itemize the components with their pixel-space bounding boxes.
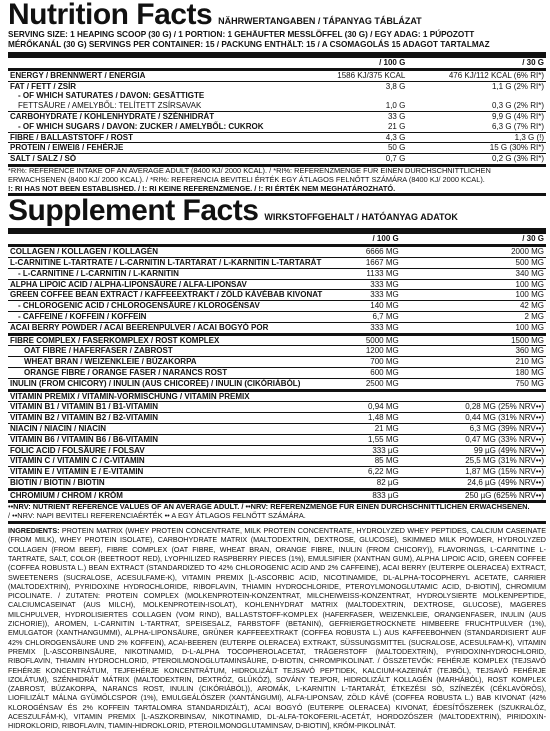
- row-value-100g: 1586 KJ/375 KCAL: [337, 70, 406, 80]
- row-label: FAT / FETT / ZSÍR: [8, 81, 335, 91]
- nrv-footnote: [8, 503, 546, 521]
- row-value-30g: 6,3 MG (39% NRV••): [401, 423, 546, 434]
- row-label: ACAI BERRY POWDER / ACAI BEERENPULVER / ACAI BOGYÓ POR: [8, 322, 347, 334]
- row-value-30g: 1,87 MG (15% NRV••): [401, 467, 546, 478]
- row-label: CHROMIUM / CHROM / KRÓM: [8, 489, 347, 500]
- ri-note: *RI%: REFERENCE INTAKE OF AN AVERAGE ADULT (8400 KJ/ 2000 KCAL). / *RI%: REFERENZMENGE FÜR EINEN DURCHSCHNITTLICHEN ERWACHSENEN (8400 KJ/ 2000 KCAL). / *RI%: REFERENCIA BEVITELI ÉRTÉK EGY ÁTLAGOS FELNŐTT SZÁMÁRA (8400 KJ/ 2000 KCAL).: [8, 165, 491, 184]
- row-value-100g: 21 G: [387, 121, 406, 131]
- row-label: FIBRE COMPLEX / FASERKOMPLEX / ROST KOMPLEX: [8, 334, 347, 346]
- table-row: [8, 322, 546, 334]
- col-header-30g: / 30 G: [522, 58, 544, 67]
- supplement-table: [8, 234, 546, 500]
- row-value-30g: 0,28 MG (25% NRV••): [401, 402, 546, 413]
- divider: [8, 521, 546, 524]
- row-value-100g: 333 µG: [347, 445, 401, 456]
- table-row: [8, 367, 546, 378]
- table-row: [8, 91, 546, 101]
- row-value-100g: 700 MG: [347, 357, 401, 368]
- table-row: [8, 301, 546, 312]
- table-row: [8, 246, 546, 258]
- row-value-100g: 0,94 MG: [347, 402, 401, 413]
- row-value-30g: 99 µG (49% NRV••): [401, 445, 546, 456]
- row-value-100g: 833 µG: [347, 489, 401, 500]
- row-value-100g: 140 MG: [347, 301, 401, 312]
- row-value-30g: 6,3 G (7% RI*): [491, 121, 544, 131]
- supplement-subtitle: WIRKSTOFFGEHALT / HATÓANYAG ADATOK: [264, 212, 458, 223]
- row-value-100g: 5000 MG: [347, 334, 401, 346]
- row-value-30g: 0,2 G (3% RI*): [407, 154, 546, 164]
- ingredients-text: PROTEIN MATRIX (WHEY PROTEIN CONCENTRATE, MILK PROTEIN CONCENTRATE, HYDROLYZED WHEY PEPTIDES, CALCIUM CASEINATE (FROM MILK), WHEY PROTEIN ISOLATE), CARBOHYDRATE MATRIX (MALTODEXTRIN, DEXTROSE, GLUCOSE), SKIMMED MILK POWDER, HYDROLYZED COLLAGEN (FROM BEEF), FIBRE COMPLEX (OAT FIBRE, WHEAT BRAN, ORANGE FIBRE, INULIN (FROM CHICORY)), FLAVORINGS, L-CARNITINE L-TARTRATE, SALT, COLOR (BEETROOT RED), LYOPHILIZED RASPBERRY PIECES (1%), EMULSIFIER (XANTHAN GUM), ALPHA LIPOIC ACID, GREEN COFFEE (COFFEA ROBUSTA L.) BEAN EXTRACT (STANDARDIZED TO 42% CHLOROGENIC ACID AND 2% CAFFEINE), ACAI BERRY (EUTERPE OLERACEA) EXTRACT, SWEETENERS (SUCRALOSE, ACESULFAME-K), VITAMIN PREMIX [L-ASCORBIC ACID, NICOTINAMIDE, DL-ALPHA-TOCOPHERYL ACETATE, CARRIER (MALTODEXTRIN), PYRIDOXINE HYDROCHLORIDE, RIBOFLAVIN, THIAMIN HYDROCHLORIDE, PTEROYLMONOGLUTAMIC ACID, D-BIOTIN], CHROMIUM PICOLINATE. / ZUTATEN: PROTEIN COMPLEX (MOLKENPROTEIN-KONZENTRAT, MILCHEIWEISS-KONZENTRAT, HYDROLYSIERTE MOLKENPEPTIDE, CALCIUMCASEINAT (AUS MILCH), MOLKENPROTEIN-ISOLAT), KOHLENHYDRAT MATRIX (MALTODEXTRIN, DEXTROSE, GLUCOSE), MAGERES MILCHPULVER, HYDROLISIERTES COLLAGEN (VOM RIND), BALLASTSTOFF-KOMPLEX (HAFERFASER, WEIZENKLEIE, ORANGENFASER, INULIN (AUS ZICHORIE)), AROMEN, L-CARNITIN L-TARTRAT, SPEISESALZ, FARBSTOFF (BETANIN), GEFRIERGETROCKNETE HIMBEERE FRUCHTPULVER (1%), EMULGATOR (XANTHANGUMMI), ALPHA-LIPONSÄURE, GRÜNER KAFFEEEXTRAKT (COFFEA ROBUSTA L.) AUS KAFFEEBOHNEN (STANDARDISIERT AUF 42% CHLOROGENSÄURE UND 2% KOFFEIN), ACAI-BEEREN (EUTERPE OLERACEA) EXTRAKT, SÜSSUNGSMITTEL (SUCRALOSE, ACESULFAM-K), VITAMIN PREMIX [L-ASCORBINSÄURE, NIKOTINAMID, D-L-ALPHA TOCOPHEROLACETAT, TRÄGERSTOFF (MALTODEXTRIN), PYRIDOXINHYDROCHLORID, RIBOFLAVIN, THIAMIN HYDROCHLORID, PTEROILMONOGLUTAMINSÄURE, D-BIOTIN, CHROMPIKOLINAT. / ÖSSZETEVŐK: FEHÉRJE KOMPLEX (TEJSAVÓ FEHÉRJE KONCENTRÁTUM, TEJFEHÉRJE KONCENTRÁTUM, HIDROLIZÁLT TEJSAVÓ PEPTIDEK, KALCIUM-KAZEINÁT (TEJBŐL), TEJSAVÓ FEHÉRJE IZOLÁTUM), SZÉNHIDRÁT MÁTRIX (MALTODEXTRIN, DEXTRÓZ, GLÜKÓZ), SOVÁNY TEJPOR, HIDROLIZÁLT KOLLAGÉN (MARHÁBÓL), ROST KOMPLEX (ZABROST, BÚZAKORPA, NARANCS ROST, INULIN (CIKÓRIÁBÓL)), AROMÁK, L-KARNITIN L-TARTARÁT, ÉTKEZÉSI SÓ, SZÍNEZÉK (CÉKLAVÖRÖS), LIOFILIZÁLT MÁLNA GYÜMÖLCSPOR (1%), EMULGEÁLÓSZER (XANTÁNGUMI), ALFA-LIPONSAV, ZÖLD KÁVÉ (COFFEA ROBUSTA L.) BAB KIVONAT (42% KLOROGÉNSAV ÉS 2% KOFFEIN TARTALOMRA STANDARDIZÁLT), ACAI BOGYÓ (EUTERPE OLERACEA) KIVONAT, ÉDESÍTŐSZEREK (SZUKRALÓZ, ACESZULFÁM-K), VITAMIN PREMIX [L-ASZKORBINSAV, NIKOTINAMID, DL-ALFA-TOKOFERIL-ACETÁT, HORDOZÓSZER (MALTODEXTRIN), PIRIDOXIN-HIDROKLORID, RIBOFLAVIN, TIAMIN-HIDROKLORID, PTEROILMONOGLUTAMINSAV, D-BIOTIN], KRÓM-PIKOLINÁT.: [8, 526, 547, 731]
- row-value-100g: 3,8 G: [335, 81, 407, 91]
- row-label: FETTSÄURE / AMELYBŐL: TELÍTETT ZSÍRSAVAK: [18, 101, 202, 111]
- row-label: VITAMIN B2 / VITAMIN B2 / B2-VITAMIN: [8, 413, 347, 424]
- supplement-header: [8, 196, 546, 226]
- row-label: PROTEIN / EIWEIß / FEHÉRJE: [8, 143, 335, 154]
- table-row: [8, 334, 546, 346]
- table-row: [8, 132, 546, 143]
- row-value-100g: 333 MG: [347, 279, 401, 290]
- table-row: [8, 290, 546, 301]
- row-value-100g: [347, 390, 401, 402]
- table-row: [8, 434, 546, 445]
- row-value-30g: 9,9 G (4% RI*): [407, 111, 546, 121]
- row-label: WHEAT BRAN / WEIZENKLEIE / BÚZAKORPA: [8, 357, 347, 368]
- row-value-30g: 25,5 MG (31% NRV••): [401, 456, 546, 467]
- row-value-100g: 1,48 MG: [347, 413, 401, 424]
- table-row: [8, 477, 546, 489]
- serving-line-1: SERVING SIZE: 1 HEAPING SCOOP (30 G) / 1 PORTION: 1 GEHÄUFTER MESSLÖFFEL (30 G) / EGY ADAG: 1 PÚPOZOTT: [8, 30, 475, 39]
- table-row: [8, 268, 546, 279]
- row-label: - CAFFEINE / KOFFEIN / KOFFEIN: [8, 311, 347, 322]
- row-value-30g: 0,47 MG (33% NRV••): [401, 434, 546, 445]
- row-label: ORANGE FIBRE / ORANGE FASER / NARANCS ROST: [8, 367, 347, 378]
- row-label: NIACIN / NIACIN / NIACIN: [8, 423, 347, 434]
- table-row: [8, 423, 546, 434]
- nrv-note-2: / ••NRV: NAPI BEVITELI REFERENCIAÉRTÉK •• A EGY ÁTLAGOS FELNŐTT SZÁMÁRA.: [8, 511, 306, 521]
- row-label: - CHLOROGENIC ACID / CHLOROGENSÄURE / KLOROGÉNSAV: [8, 301, 347, 312]
- row-label: - L-CARNITINE / L-CARNITIN / L-KARNITIN: [8, 268, 347, 279]
- table-row: [8, 456, 546, 467]
- col-header-100g: / 100 G: [379, 58, 406, 67]
- table-row: [8, 311, 546, 322]
- row-label: ENERGY / BRENNWERT / ENERGIA: [8, 69, 335, 81]
- table-row: [8, 357, 546, 368]
- ingredients-label: INGREDIENTS:: [8, 526, 60, 536]
- row-value-100g: 1,0 G: [385, 101, 406, 111]
- row-label: INULIN (FROM CHICORY) / INULIN (AUS CHICORÉE) / INULIN (CIKÓRIÁBÓL): [8, 378, 347, 390]
- row-value-30g: 476 KJ/112 KCAL (6% RI*): [407, 69, 546, 81]
- table-row: [8, 489, 546, 500]
- row-value-30g: 100 MG: [401, 279, 546, 290]
- row-value-100g: 1,55 MG: [347, 434, 401, 445]
- row-value-100g: 333 MG: [347, 290, 401, 301]
- row-value-30g: 750 MG: [401, 378, 546, 390]
- row-label: VITAMIN PREMIX / VITAMIN-VORMISCHUNG / VITAMIN PREMIX: [8, 390, 347, 402]
- table-row: [8, 81, 546, 91]
- col-header-30g: / 30 G: [522, 234, 544, 244]
- table-row: [8, 413, 546, 424]
- ri-footnote: [8, 167, 546, 193]
- row-label: FOLIC ACID / FOLSÄURE / FOLSAV: [8, 445, 347, 456]
- row-value-30g: 1500 MG: [401, 334, 546, 346]
- table-row: [8, 402, 546, 413]
- row-label: VITAMIN E / VITAMIN E / E-VITAMIN: [8, 467, 347, 478]
- row-label: ALPHA LIPOIC ACID / ALPHA-LIPONSÄURE / ALFA-LIPONSAV: [8, 279, 347, 290]
- row-value-100g: [335, 91, 407, 101]
- row-value-30g: 340 MG: [401, 268, 546, 279]
- table-row: [8, 111, 546, 121]
- row-value-100g: 4,3 G: [335, 132, 407, 143]
- table-row: [8, 390, 546, 402]
- row-label: CARBOHYDRATE / KOHLENHYDRATE / SZÉNHIDRÁT: [8, 111, 335, 121]
- row-value-30g: 100 MG: [401, 290, 546, 301]
- table-row: [8, 154, 546, 164]
- nutrition-table: [8, 58, 546, 164]
- row-value-100g: 1133 MG: [347, 268, 401, 279]
- row-label: - OF WHICH SUGARS / DAVON: ZUCKER / AMELYBŐL: CUKROK: [18, 121, 264, 131]
- table-row: [8, 378, 546, 390]
- table-row: [8, 122, 546, 132]
- row-value-100g: 50 G: [335, 143, 407, 154]
- row-value-100g: 1200 MG: [347, 346, 401, 357]
- row-value-100g: 333 MG: [347, 322, 401, 334]
- row-value-30g: 42 MG: [401, 301, 546, 312]
- row-value-30g: 15 G (30% RI*): [407, 143, 546, 154]
- row-label: COLLAGEN / KOLLAGEN / KOLLAGÉN: [8, 246, 347, 258]
- row-value-30g: 180 MG: [401, 367, 546, 378]
- row-value-30g: 500 MG: [401, 257, 546, 268]
- row-label: L-CARNITINE L-TARTRATE / L-CARNITIN L-TARTARAT / L-KARNITIN L-TARTARÁT: [8, 257, 347, 268]
- row-label: VITAMIN B6 / VITAMIN B6 / B6-VITAMIN: [8, 434, 347, 445]
- row-label: SALT / SALZ / SÓ: [8, 154, 335, 164]
- row-value-30g: 210 MG: [401, 357, 546, 368]
- row-label: VITAMIN C / VITAMIN C / C-VITAMIN: [8, 456, 347, 467]
- row-value-100g: 6,7 MG: [347, 311, 401, 322]
- row-value-100g: 600 MG: [347, 367, 401, 378]
- row-value-30g: 100 MG: [401, 322, 546, 334]
- row-label: OAT FIBRE / HAFERFASER / ZABROST: [8, 346, 347, 357]
- row-label: GREEN COFFEE BEAN EXTRACT / KAFFEEEXTRAKT / ZÖLD KÁVÉBAB KIVONAT: [8, 290, 347, 301]
- row-label: VITAMIN B1 / VITAMIN B1 / B1-VITAMIN: [8, 402, 347, 413]
- table-row: [8, 279, 546, 290]
- nutrition-subtitle: NÄHRWERTANGABEN / TÁPANYAG TÁBLÁZAT: [218, 16, 422, 26]
- row-value-100g: 2500 MG: [347, 378, 401, 390]
- table-row: [8, 257, 546, 268]
- row-label: - OF WHICH SATURATES / DAVON: GESÄTTIGTE: [18, 91, 205, 101]
- supplement-title: Supplement Facts: [8, 194, 259, 228]
- row-value-100g: 82 µG: [347, 477, 401, 489]
- row-value-30g: 2000 MG: [401, 246, 546, 258]
- table-row: [8, 467, 546, 478]
- row-value-100g: 6666 MG: [347, 246, 401, 258]
- serving-line-2: MÉRŐKANÁL (30 G) SERVINGS PER CONTAINER: 15 / PACKUNG ENTHÄLT: 15 / A CSOMAGOLÁS 15 ADAGOT TARTALMAZ: [8, 40, 490, 49]
- row-value-30g: 250 µG (625% NRV••): [401, 489, 546, 500]
- nutrition-header: [8, 0, 546, 30]
- nutrition-title: Nutrition Facts: [8, 0, 213, 31]
- nrv-note-1: ••NRV: NUTRIENT REFERENCE VALUES OF AN AVERAGE ADULT. / ••NRV: REFERENZMENGE FÜR EINEN DURCHSCHNITTLICHEN ERWACHSENEN.: [8, 502, 530, 512]
- table-row: [8, 143, 546, 154]
- row-value-30g: 1,3 G (!): [407, 132, 546, 143]
- ri-note-2: !: RI HAS NOT BEEN ESTABLISHED. / !: RI KEINE REFERENZMENGE. / !: RI ÉRTÉK NEM MEGHATÁROZHATÓ.: [8, 183, 396, 193]
- row-value-100g: 0,7 G: [335, 154, 407, 164]
- row-value-30g: 1,1 G (2% RI*): [407, 81, 546, 91]
- row-value-100g: 21 MG: [347, 423, 401, 434]
- row-value-30g: [407, 91, 546, 101]
- row-value-30g: 0,3 G (2% RI*): [491, 101, 544, 111]
- row-value-100g: 1667 MG: [347, 257, 401, 268]
- row-label: BIOTIN / BIOTIN / BIOTIN: [8, 477, 347, 489]
- row-value-30g: [401, 390, 546, 402]
- ingredients-block: [8, 526, 546, 731]
- serving-info: [8, 30, 546, 50]
- row-value-100g: 85 MG: [347, 456, 401, 467]
- table-row: [8, 445, 546, 456]
- row-value-30g: 360 MG: [401, 346, 546, 357]
- table-row: [8, 346, 546, 357]
- row-value-30g: 2 MG: [401, 311, 546, 322]
- row-value-30g: 0,44 MG (31% NRV••): [401, 413, 546, 424]
- row-label: FIBRE / BALLASTSTOFF / ROST: [8, 132, 335, 143]
- row-value-100g: 33 G: [335, 111, 407, 121]
- table-row: [8, 101, 546, 111]
- col-header-100g: / 100 G: [372, 234, 399, 244]
- table-row: [8, 69, 546, 81]
- row-value-100g: 6,22 MG: [347, 467, 401, 478]
- row-value-30g: 24,6 µG (49% NRV••): [401, 477, 546, 489]
